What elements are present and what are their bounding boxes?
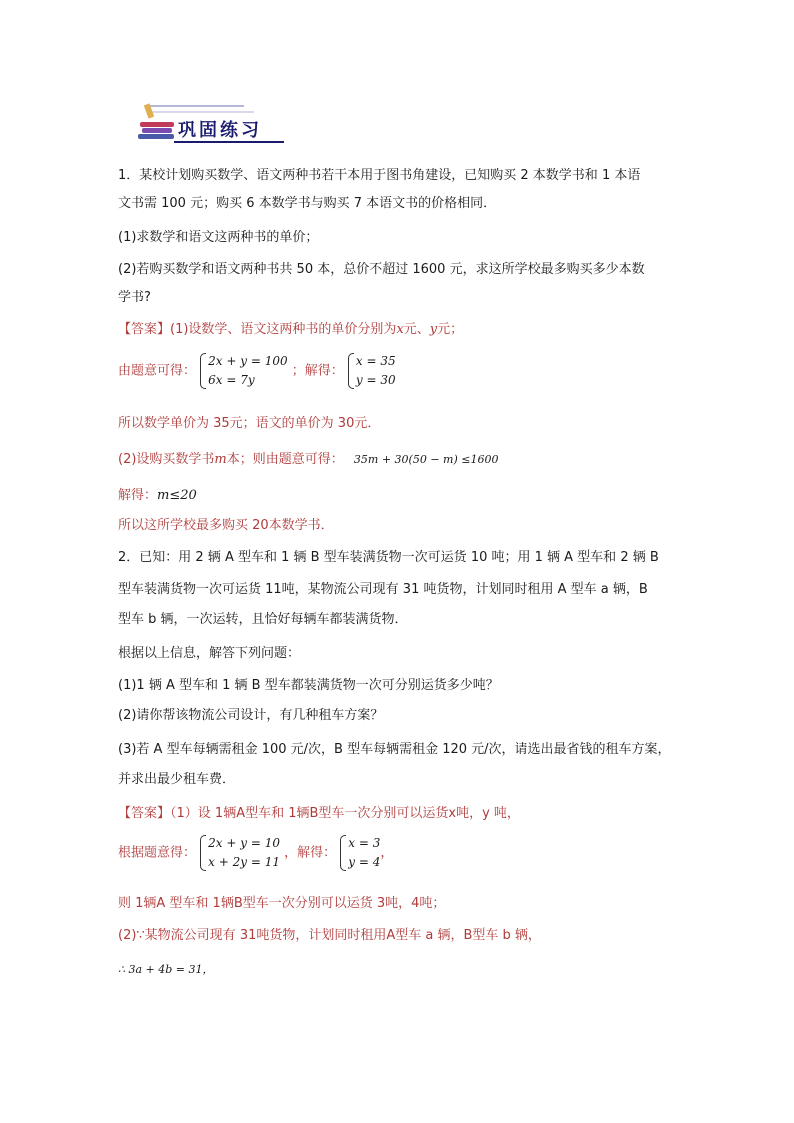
inequality: 35m + 30(50 − m) ≤1600 [353,453,499,466]
q1-line1: 1．某校计划购买数学、语文两种书若干本用于图书角建设，已知购买 2 本数学书和 1 本语 [118,168,641,183]
section-title: 巩固练习 [178,120,262,141]
a2-result: 则 1辆A 型车和 1辆B型车一次分别可以运货 3吨，4吨； [118,896,446,911]
solution-system-2: x = 3 y = 4 [340,834,380,872]
q1-part2-line1: (2)若购买数学和语文两种书共 50 本，总价不超过 1600 元，求这所学校最多购买多少本数 [118,262,645,277]
q2-part3-line2: 并求出最少租车费． [118,772,236,787]
equation-system: 2x + y = 100 6x = 7y [200,352,287,390]
q2-part2: (2)请你帮该物流公司设计，有几种租车方案？ [118,708,384,723]
q2-line3: 型车 b 辆，一次运转，且恰好每辆车都装满货物． [118,612,408,627]
a1-result: 所以数学单价为 35元；语文的单价为 30元． [118,416,381,431]
solution-system: x = 35 y = 30 [348,352,396,390]
a1-part2-line: (2)设购买数学书m本；则由题意可得： 35m + 30(50 − m) ≤1600 [118,452,499,467]
q1-line2: 文书需 100 元；购买 6 本数学书与购买 7 本语文书的价格相同． [118,196,497,211]
a2-part2-line: (2)∵某物流公司现有 31吨货物，计划同时租用A型车 a 辆，B型车 b 辆， [118,928,541,943]
a2-line1: 【答案】（1）设 1辆A型车和 1辆B型车一次分别可以运货x吨，y 吨， [118,806,520,821]
q1-part2-line2: 学书? [118,290,151,305]
a2-equation-line [118,960,678,980]
a1-line1: 【答案】(1)设数学、语文这两种书的单价分别为x元、y元； [118,322,464,337]
q2-part3-line1: (3)若 A 型车每辆需租金 100 元/次，B 型车每辆需租金 120 元/次，请选出最省钱的租车方案， [118,742,671,757]
a2-system-line: 根据题意得： 2x + y = 10 x + 2y = 11 ，解得： x = 3 y = 4 ， [118,834,678,880]
answer-tag: 【答案】 [118,322,171,337]
q2-line2: 型车装满货物一次可运货 11吨，某物流公司现有 31 吨货物，计划同时租用 A 型车 a 辆，B [118,582,648,597]
q2-part1: (1)1 辆 A 型车和 1 辆 B 型车都装满货物一次可分别运货多少吨？ [118,678,499,693]
a1-solve-line: 解得：m≤20 [118,488,197,503]
q2-line1: 2．已知：用 2 辆 A 型车和 1 辆 B 型车装满货物一次可运货 10 吨；用 1 辆 A 型车和 2 辆 B [118,550,659,565]
answer-tag-2: 【答案】 [118,806,171,821]
q2-line4: 根据以上信息，解答下列问题： [118,646,301,661]
a1-conclusion: 所以这所学校最多购买 20本数学书． [118,518,334,533]
a1-system-line: 由题意可得： 2x + y = 100 6x = 7y ；解得： x = 35 y = 30 [118,352,678,398]
linear-equation: ∴ 3a + 4b = 31， [118,963,214,976]
equation-system-2: 2x + y = 10 x + 2y = 11 [200,834,280,872]
section-header [134,100,294,150]
q1-part1: (1)求数学和语文这两种书的单价； [118,230,319,245]
